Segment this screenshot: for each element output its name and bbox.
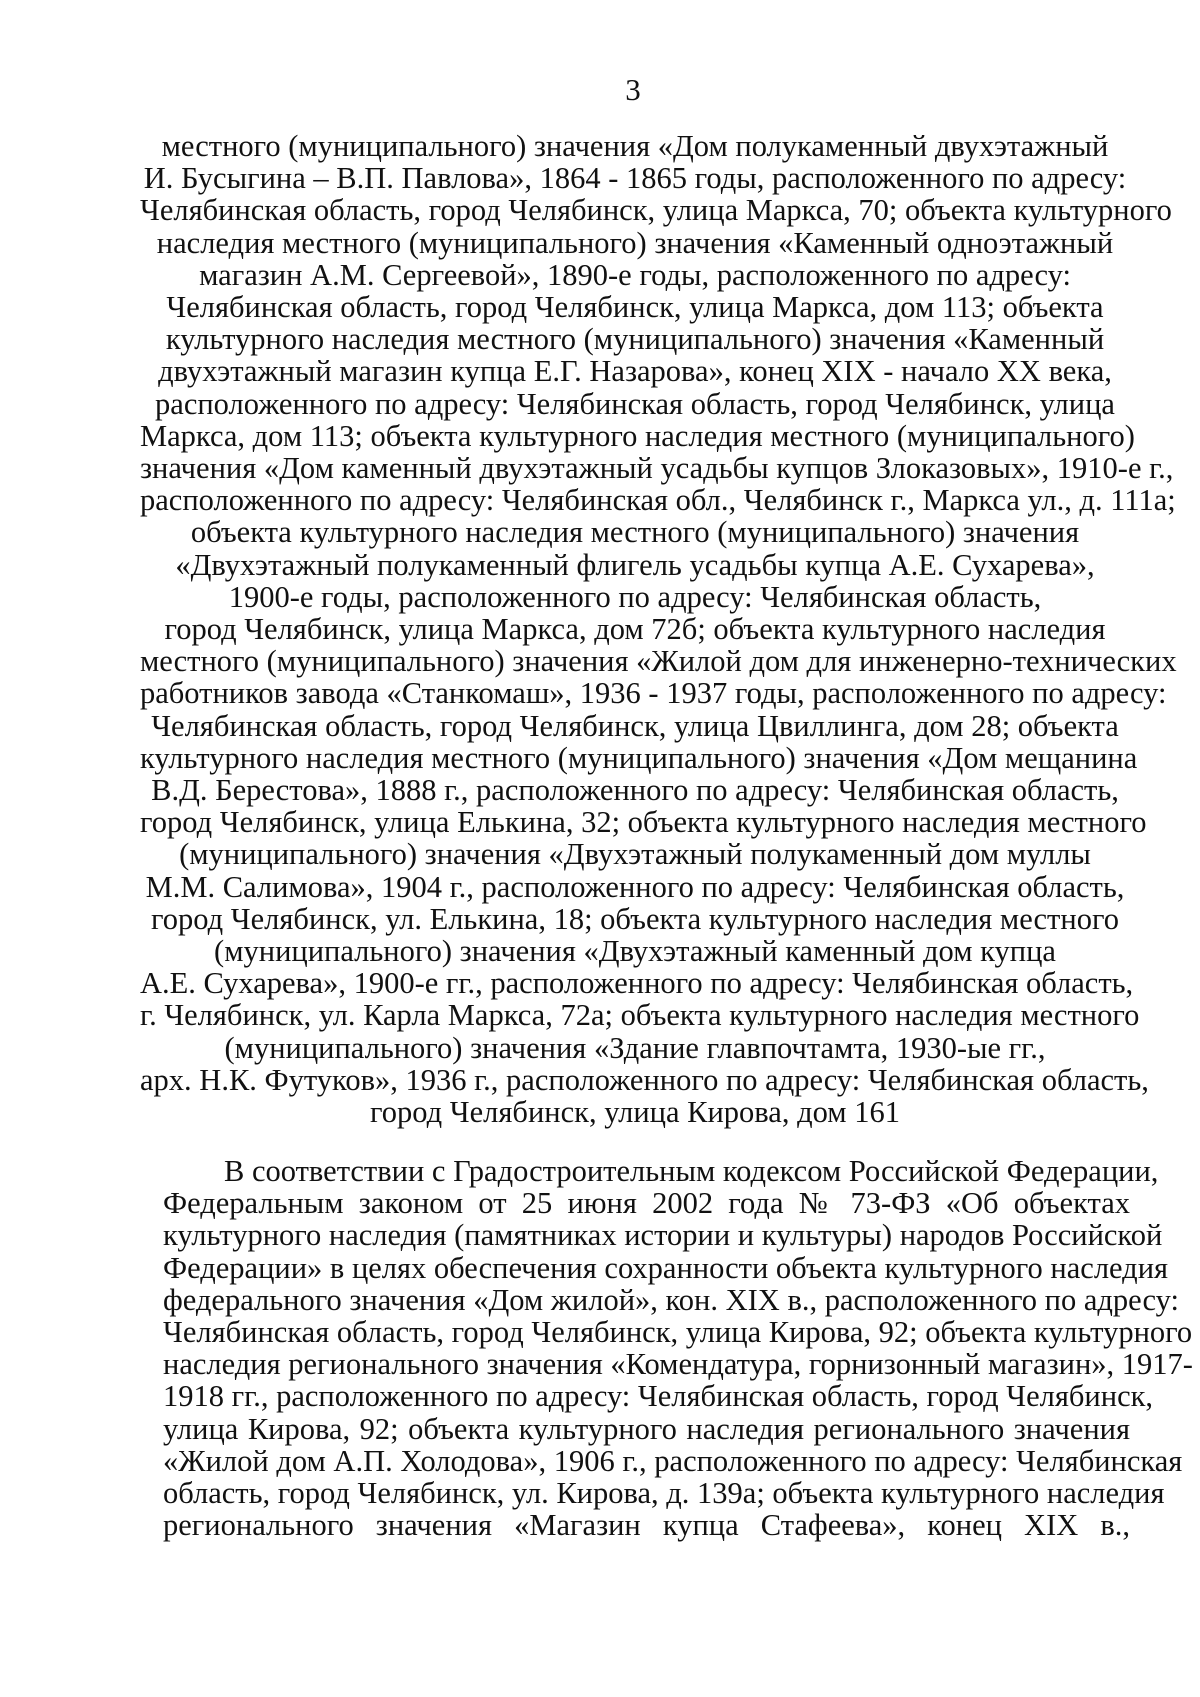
text-line: город Челябинск, улица Елькина, 32; объекта культурного наследия местного <box>140 805 1147 840</box>
text-line: Челябинская область, город Челябинск, улица Цвиллинга, дом 28; объекта <box>151 708 1119 743</box>
text-line: местного (муниципального) значения «Дом полукаменный двухэтажный <box>161 129 1109 163</box>
paragraph-line: Федерации» в целях обеспечения сохранности объекта культурного наследия <box>163 1250 1169 1285</box>
text-line: город Челябинск, улица Маркса, дом 72б; объекта культурного наследия <box>164 612 1106 647</box>
text-line: двухэтажный магазин купца Е.Г. Назарова», конец XIX - начало XX века, <box>158 354 1112 389</box>
text-line: г. Челябинск, ул. Карла Маркса, 72а; объекта культурного наследия местного <box>140 998 1140 1033</box>
text-line: Челябинская область, город Челябинск, улица Маркса, 70; объекта культурного <box>140 193 1172 228</box>
text-line: местного (муниципального) значения «Жилой дом для инженерно-технических <box>140 644 1177 679</box>
text-line: значения «Дом каменный двухэтажный усадьбы купцов Злоказовых», 1910-е г., <box>140 451 1174 486</box>
text-line: М.М. Салимова», 1904 г., расположенного по адресу: Челябинская область, <box>145 869 1125 904</box>
text-line: наследия местного (муниципального) значения «Каменный одноэтажный <box>156 225 1114 260</box>
page-number: 3 <box>625 72 641 107</box>
text-line: работников завода «Станкомаш», 1936 - 1937 годы, расположенного по адресу: <box>140 676 1167 711</box>
text-line: Маркса, дом 113; объекта культурного наследия местного (муниципального) <box>140 418 1135 453</box>
text-line: культурного наследия местного (муниципального) значения «Дом мещанина <box>140 740 1138 775</box>
paragraph-line: Федеральным законом от 25 июня 2002 года № 73-ФЗ «Об объектах <box>163 1186 1130 1221</box>
text-line: 1900-е годы, расположенного по адресу: Челябинская область, <box>228 579 1042 614</box>
paragraph-line: «Жилой дом А.П. Холодова», 1906 г., расположенного по адресу: Челябинская <box>163 1443 1183 1478</box>
text-line: (муниципального) значения «Двухэтажный полукаменный дом муллы <box>179 837 1091 872</box>
text-line: И. Бусыгина – В.П. Павлова», 1864 - 1865 годы, расположенного по адресу: <box>143 161 1127 196</box>
paragraph-line: регионального значения «Магазин купца Стафеева», конец XIX в., <box>163 1508 1130 1543</box>
paragraph-line: культурного наследия (памятниках истории и культуры) народов Российской <box>163 1218 1163 1253</box>
text-line: расположенного по адресу: Челябинская обл., Челябинск г., Маркса ул., д. 111а; <box>140 483 1176 518</box>
paragraph-line: Челябинская область, город Челябинск, улица Кирова, 92; объекта культурного <box>163 1315 1193 1350</box>
centered-text-block <box>140 129 1177 1130</box>
text-line: В.Д. Берестова», 1888 г., расположенного по адресу: Челябинская область, <box>151 773 1119 808</box>
text-line: культурного наследия местного (муниципального) значения «Каменный <box>165 322 1105 357</box>
paragraph-line: область, город Челябинск, ул. Кирова, д. 139а; объекта культурного наследия <box>163 1476 1165 1511</box>
text-line: арх. Н.К. Футуков», 1936 г., расположенного по адресу: Челябинская область, <box>140 1062 1149 1097</box>
text-line: город Челябинск, улица Кирова, дом 161 <box>370 1095 900 1130</box>
text-line: расположенного по адресу: Челябинская область, город Челябинск, улица <box>155 386 1115 421</box>
text-line: (муниципального) значения «Здание главпочтамта, 1930-ые гг., <box>224 1030 1046 1065</box>
paragraph-line: 1918 гг., расположенного по адресу: Челябинская область, город Челябинск, <box>163 1379 1154 1414</box>
text-line: магазин А.М. Сергеевой», 1890-е годы, расположенного по адресу: <box>199 257 1071 292</box>
paragraph-line: В соответствии с Градостроительным кодексом Российской Федерации, <box>224 1154 1159 1188</box>
paragraph-line: наследия регионального значения «Комендатура, горнизонный магазин», 1917- <box>163 1347 1193 1382</box>
text-line: город Челябинск, ул. Елькина, 18; объекта культурного наследия местного <box>151 901 1119 936</box>
body-paragraph <box>163 1154 1193 1543</box>
text-line: объекта культурного наследия местного (муниципального) значения <box>190 515 1080 550</box>
text-line: «Двухэтажный полукаменный флигель усадьбы купца А.Е. Сухарева», <box>175 547 1095 582</box>
text-line: А.Е. Сухарева», 1900-е гг., расположенного по адресу: Челябинская область, <box>140 966 1134 1001</box>
text-line: Челябинская область, город Челябинск, улица Маркса, дом 113; объекта <box>166 290 1104 325</box>
paragraph-line: федерального значения «Дом жилой», кон. XIX в., расположенного по адресу: <box>163 1282 1179 1317</box>
paragraph-line: улица Кирова, 92; объекта культурного наследия регионального значения <box>163 1411 1130 1446</box>
text-line: (муниципального) значения «Двухэтажный каменный дом купца <box>214 934 1056 969</box>
